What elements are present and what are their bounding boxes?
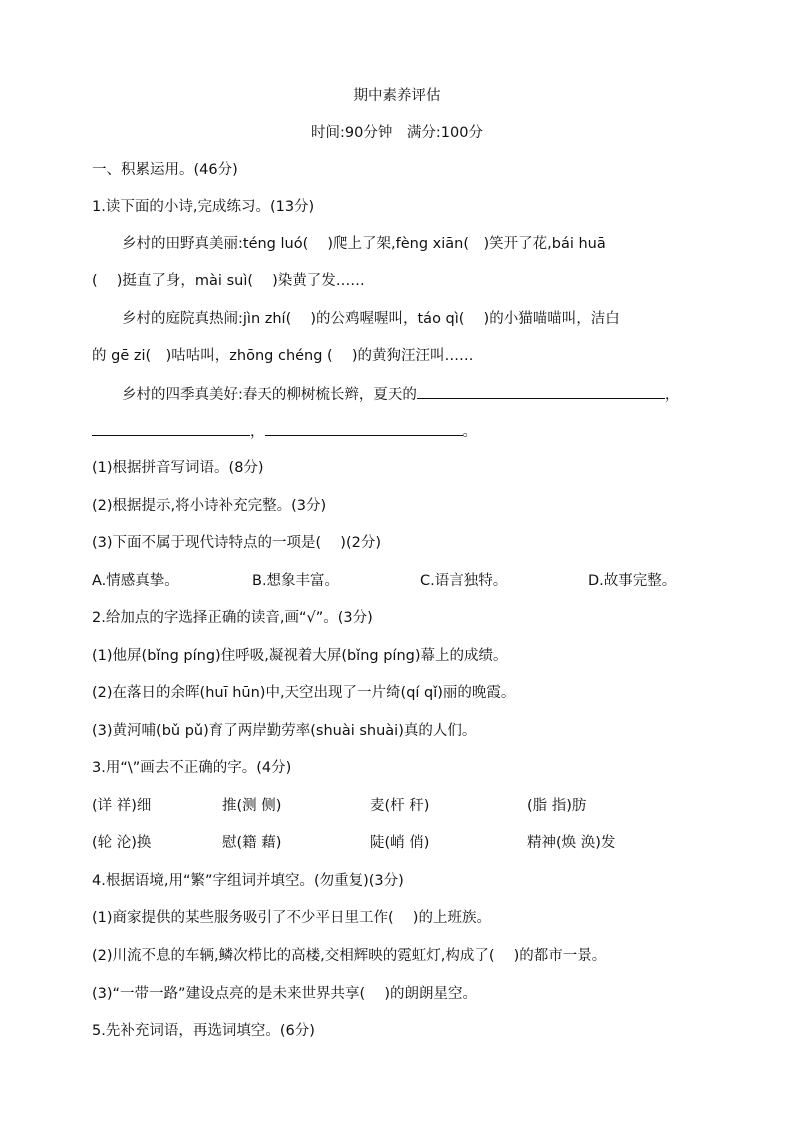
character-choice[interactable]: 麦(杆 秆) <box>370 798 430 814</box>
comma: ， <box>664 387 680 403</box>
sub-question: (2)根据提示,将小诗补充完整。(3分) <box>92 498 327 514</box>
character-choice[interactable]: 陡(峭 俏) <box>370 835 430 851</box>
exam-time-meta: 时间:90分钟 满分:100分 <box>311 125 483 141</box>
question-5-stem: 5.先补充词语，再选词填空。(6分) <box>92 1023 315 1039</box>
option-b[interactable]: B.想象丰富。 <box>252 573 340 589</box>
option-d[interactable]: D.故事完整。 <box>588 573 677 589</box>
option-a[interactable]: A.情感真挚。 <box>92 573 179 589</box>
pinyin-item: (1)他屏(bǐng píng)住呼吸,凝视着大屏(bǐng píng)幕上的成绩。 <box>92 648 508 664</box>
question-1-stem: 1.读下面的小诗,完成练习。(13分) <box>92 199 315 215</box>
character-choice[interactable]: (轮 沦)换 <box>92 835 152 851</box>
fill-item: (2)川流不息的车辆,鳞次栉比的高楼,交相辉映的霓虹灯,构成了( )的都市一景。 <box>92 948 607 964</box>
sub-question: (3)下面不属于现代诗特点的一项是( )(2分) <box>92 535 382 551</box>
pinyin-item: (2)在落日的余晖(huī hūn)中,天空出现了一片绮(qí qǐ)丽的晚霞。 <box>92 685 516 701</box>
sub-question: (1)根据拼音写词语。(8分) <box>92 460 264 476</box>
exam-title: 期中素养评估 <box>353 88 441 104</box>
question-3-stem: 3.用“\”画去不正确的字。(4分) <box>92 760 292 776</box>
character-choice[interactable]: (脂 指)肪 <box>527 798 587 814</box>
fill-item: (3)“一带一路”建设点亮的是未来世界共享( )的朗朗星空。 <box>92 986 477 1002</box>
answer-blank[interactable] <box>417 384 665 399</box>
answer-blank[interactable] <box>265 421 463 436</box>
poem-text: 乡村的四季真美好:春天的柳树梳长辫，夏天的 <box>122 387 417 403</box>
fill-item: (1)商家提供的某些服务吸引了不少平日里工作( )的上班族。 <box>92 910 491 926</box>
character-choice[interactable]: 慰(籍 藉) <box>222 835 282 851</box>
poem-line: ( )挺直了身，mài suì( )染黄了发…… <box>92 273 365 289</box>
poem-line <box>122 384 679 405</box>
answer-blank[interactable] <box>92 421 250 436</box>
poem-line: 的 gē zi( )咕咕叫，zhōng chéng ( )的黄狗汪汪叫…… <box>92 348 474 364</box>
poem-line <box>92 421 477 442</box>
pinyin-item: (3)黄河哺(bǔ pǔ)育了两岸勤劳率(shuài shuài)真的人们。 <box>92 723 477 739</box>
character-choice[interactable]: 推(测 侧) <box>222 798 282 814</box>
character-choice[interactable]: 精神(焕 涣)发 <box>527 835 616 851</box>
poem-line: 乡村的庭院真热闹:jìn zhí( )的公鸡喔喔叫，táo qì( )的小猫喵喵叫，洁白 <box>122 311 620 327</box>
character-choice[interactable]: (详 祥)细 <box>92 798 152 814</box>
option-c[interactable]: C.语言独特。 <box>420 573 508 589</box>
question-4-stem: 4.根据语境,用“繁”字组词并填空。(勿重复)(3分) <box>92 873 404 889</box>
period: 。 <box>462 424 477 440</box>
poem-line: 乡村的田野真美丽:téng luó( )爬上了架,fèng xiān( )笑开了花,bái huā <box>122 236 606 252</box>
question-2-stem: 2.给加点的字选择正确的读音,画“√”。(3分) <box>92 610 373 626</box>
comma: ， <box>250 424 265 440</box>
section-heading: 一、积累运用。(46分) <box>92 162 238 178</box>
